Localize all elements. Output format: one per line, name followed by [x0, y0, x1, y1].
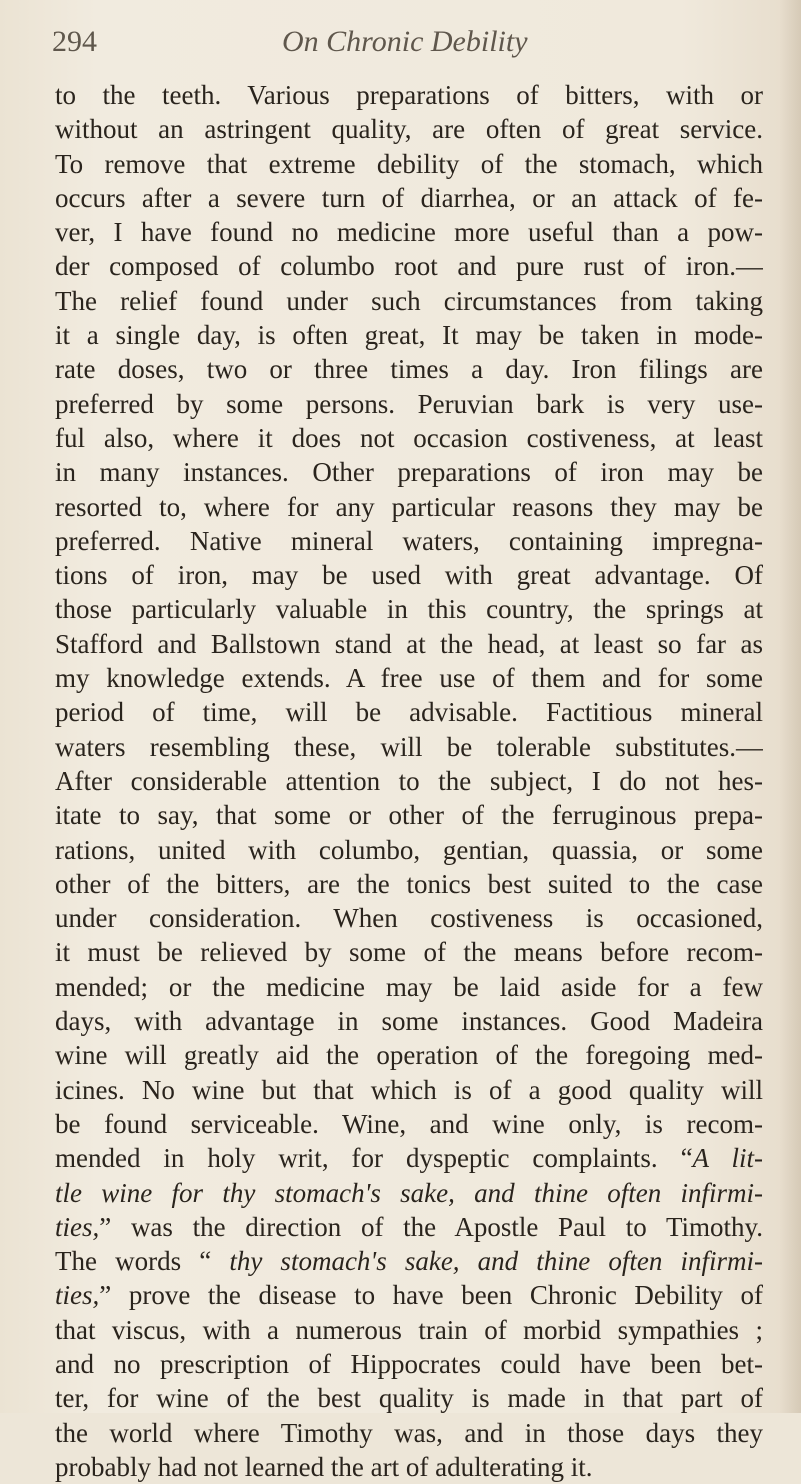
text-line-with-quote	[55, 1278, 763, 1312]
text-fragment: mended in holy writ, for dyspeptic complaints.	[55, 1143, 658, 1174]
page-number: 294	[52, 25, 97, 58]
text-line: Stafford and Ballstown stand at the head, at least so far as	[55, 628, 763, 659]
text-fragment: prove the disease to have been Chronic Debility of	[128, 1280, 763, 1311]
scripture-quote: A lit-	[692, 1143, 763, 1174]
text-line: to the teeth. Various preparations of bitters, with or	[55, 80, 763, 110]
text-line: preferred. Native mineral waters, containing impregna-	[55, 525, 763, 556]
text-line: without an astringent quality, are often of great service.	[55, 114, 763, 145]
scripture-quote: thy stomach's sake, and thine often infirmi-	[229, 1246, 763, 1277]
text-line-with-quote	[55, 1141, 763, 1175]
text-line: mended; or the medicine may be laid aside for a few	[55, 971, 763, 1002]
text-line: and no prescription of Hippocrates could have been bet-	[55, 1348, 763, 1379]
text-line: be found serviceable. Wine, and wine only, is recom-	[55, 1108, 763, 1139]
text-line: other of the bitters, are the tonics best suited to the case	[55, 868, 763, 899]
text-line: itate to say, that some or other of the ferruginous prepa-	[55, 800, 763, 831]
text-line: under consideration. When costiveness is occasioned,	[55, 903, 763, 934]
text-line: it must be relieved by some of the means before recom-	[55, 937, 763, 968]
quote-close-mark: ”	[99, 1211, 112, 1242]
text-line: To remove that extreme debility of the stomach, which	[55, 148, 763, 179]
text-line: waters resembling these, will be tolerable substitutes.—	[55, 731, 763, 762]
text-line: preferred by some persons. Peruvian bark is very use-	[55, 388, 763, 419]
text-line: ver, I have found no medicine more useful than a pow-	[55, 217, 763, 248]
text-line: my knowledge extends. A free use of them and for some	[55, 663, 763, 694]
text-line: the world where Timothy was, and in those days they	[55, 1417, 763, 1448]
text-line: icines. No wine but that which is of a good quality will	[55, 1074, 763, 1105]
text-line: that viscus, with a numerous train of morbid sympathies ;	[55, 1314, 763, 1345]
text-line: it a single day, is often great, It may be taken in mode-	[55, 320, 763, 351]
text-line-with-quote	[55, 1210, 763, 1244]
scripture-quote: ties,	[55, 1280, 100, 1311]
text-line: ful also, where it does not occasion costiveness, at least	[55, 422, 763, 453]
text-line: those particularly valuable in this country, the springs at	[55, 594, 763, 625]
text-line: After considerable attention to the subject, I do not hes-	[55, 765, 763, 796]
text-line: The relief found under such circumstances from taking	[55, 285, 763, 316]
quote-close-mark: ”	[99, 1280, 112, 1311]
text-line: tions of iron, may be used with great advantage. Of	[55, 560, 763, 591]
scripture-quote: tle wine for thy stomach's sake, and thine often infirmi-	[55, 1177, 763, 1208]
text-line: ter, for wine of the best quality is made in that part of	[55, 1383, 763, 1414]
text-line-with-quote	[55, 1244, 763, 1278]
text-fragment: was the direction of the Apostle Paul to Timothy.	[130, 1211, 763, 1242]
quote-open-mark: “	[199, 1246, 212, 1277]
text-line: period of time, will be advisable. Factitious mineral	[55, 697, 763, 728]
quote-open-mark: “	[680, 1143, 693, 1174]
text-line: rate doses, two or three times a day. Iron filings are	[55, 354, 763, 385]
text-line: in many instances. Other preparations of iron may be	[55, 457, 763, 488]
text-line: days, with advantage in some instances. Good Madeira	[55, 1006, 763, 1037]
text-line: resorted to, where for any particular reasons they may be	[55, 491, 763, 522]
scripture-quote: ties,	[55, 1211, 100, 1242]
page-edge-shadow	[779, 0, 801, 1413]
text-line-last: probably had not learned the art of adulterating it.	[55, 1451, 593, 1482]
running-title: On Chronic Debility	[282, 25, 528, 58]
text-line: wine will greatly aid the operation of the foregoing med-	[55, 1040, 763, 1071]
text-fragment: The words	[55, 1246, 182, 1277]
text-line: rations, united with columbo, gentian, quassia, or some	[55, 834, 763, 865]
text-line: occurs after a severe turn of diarrhea, or an attack of fe-	[55, 182, 763, 213]
body-text	[55, 78, 763, 1484]
text-line-italic	[55, 1176, 763, 1210]
text-line: der composed of columbo root and pure rust of iron.—	[55, 251, 763, 282]
page-header	[52, 20, 752, 64]
